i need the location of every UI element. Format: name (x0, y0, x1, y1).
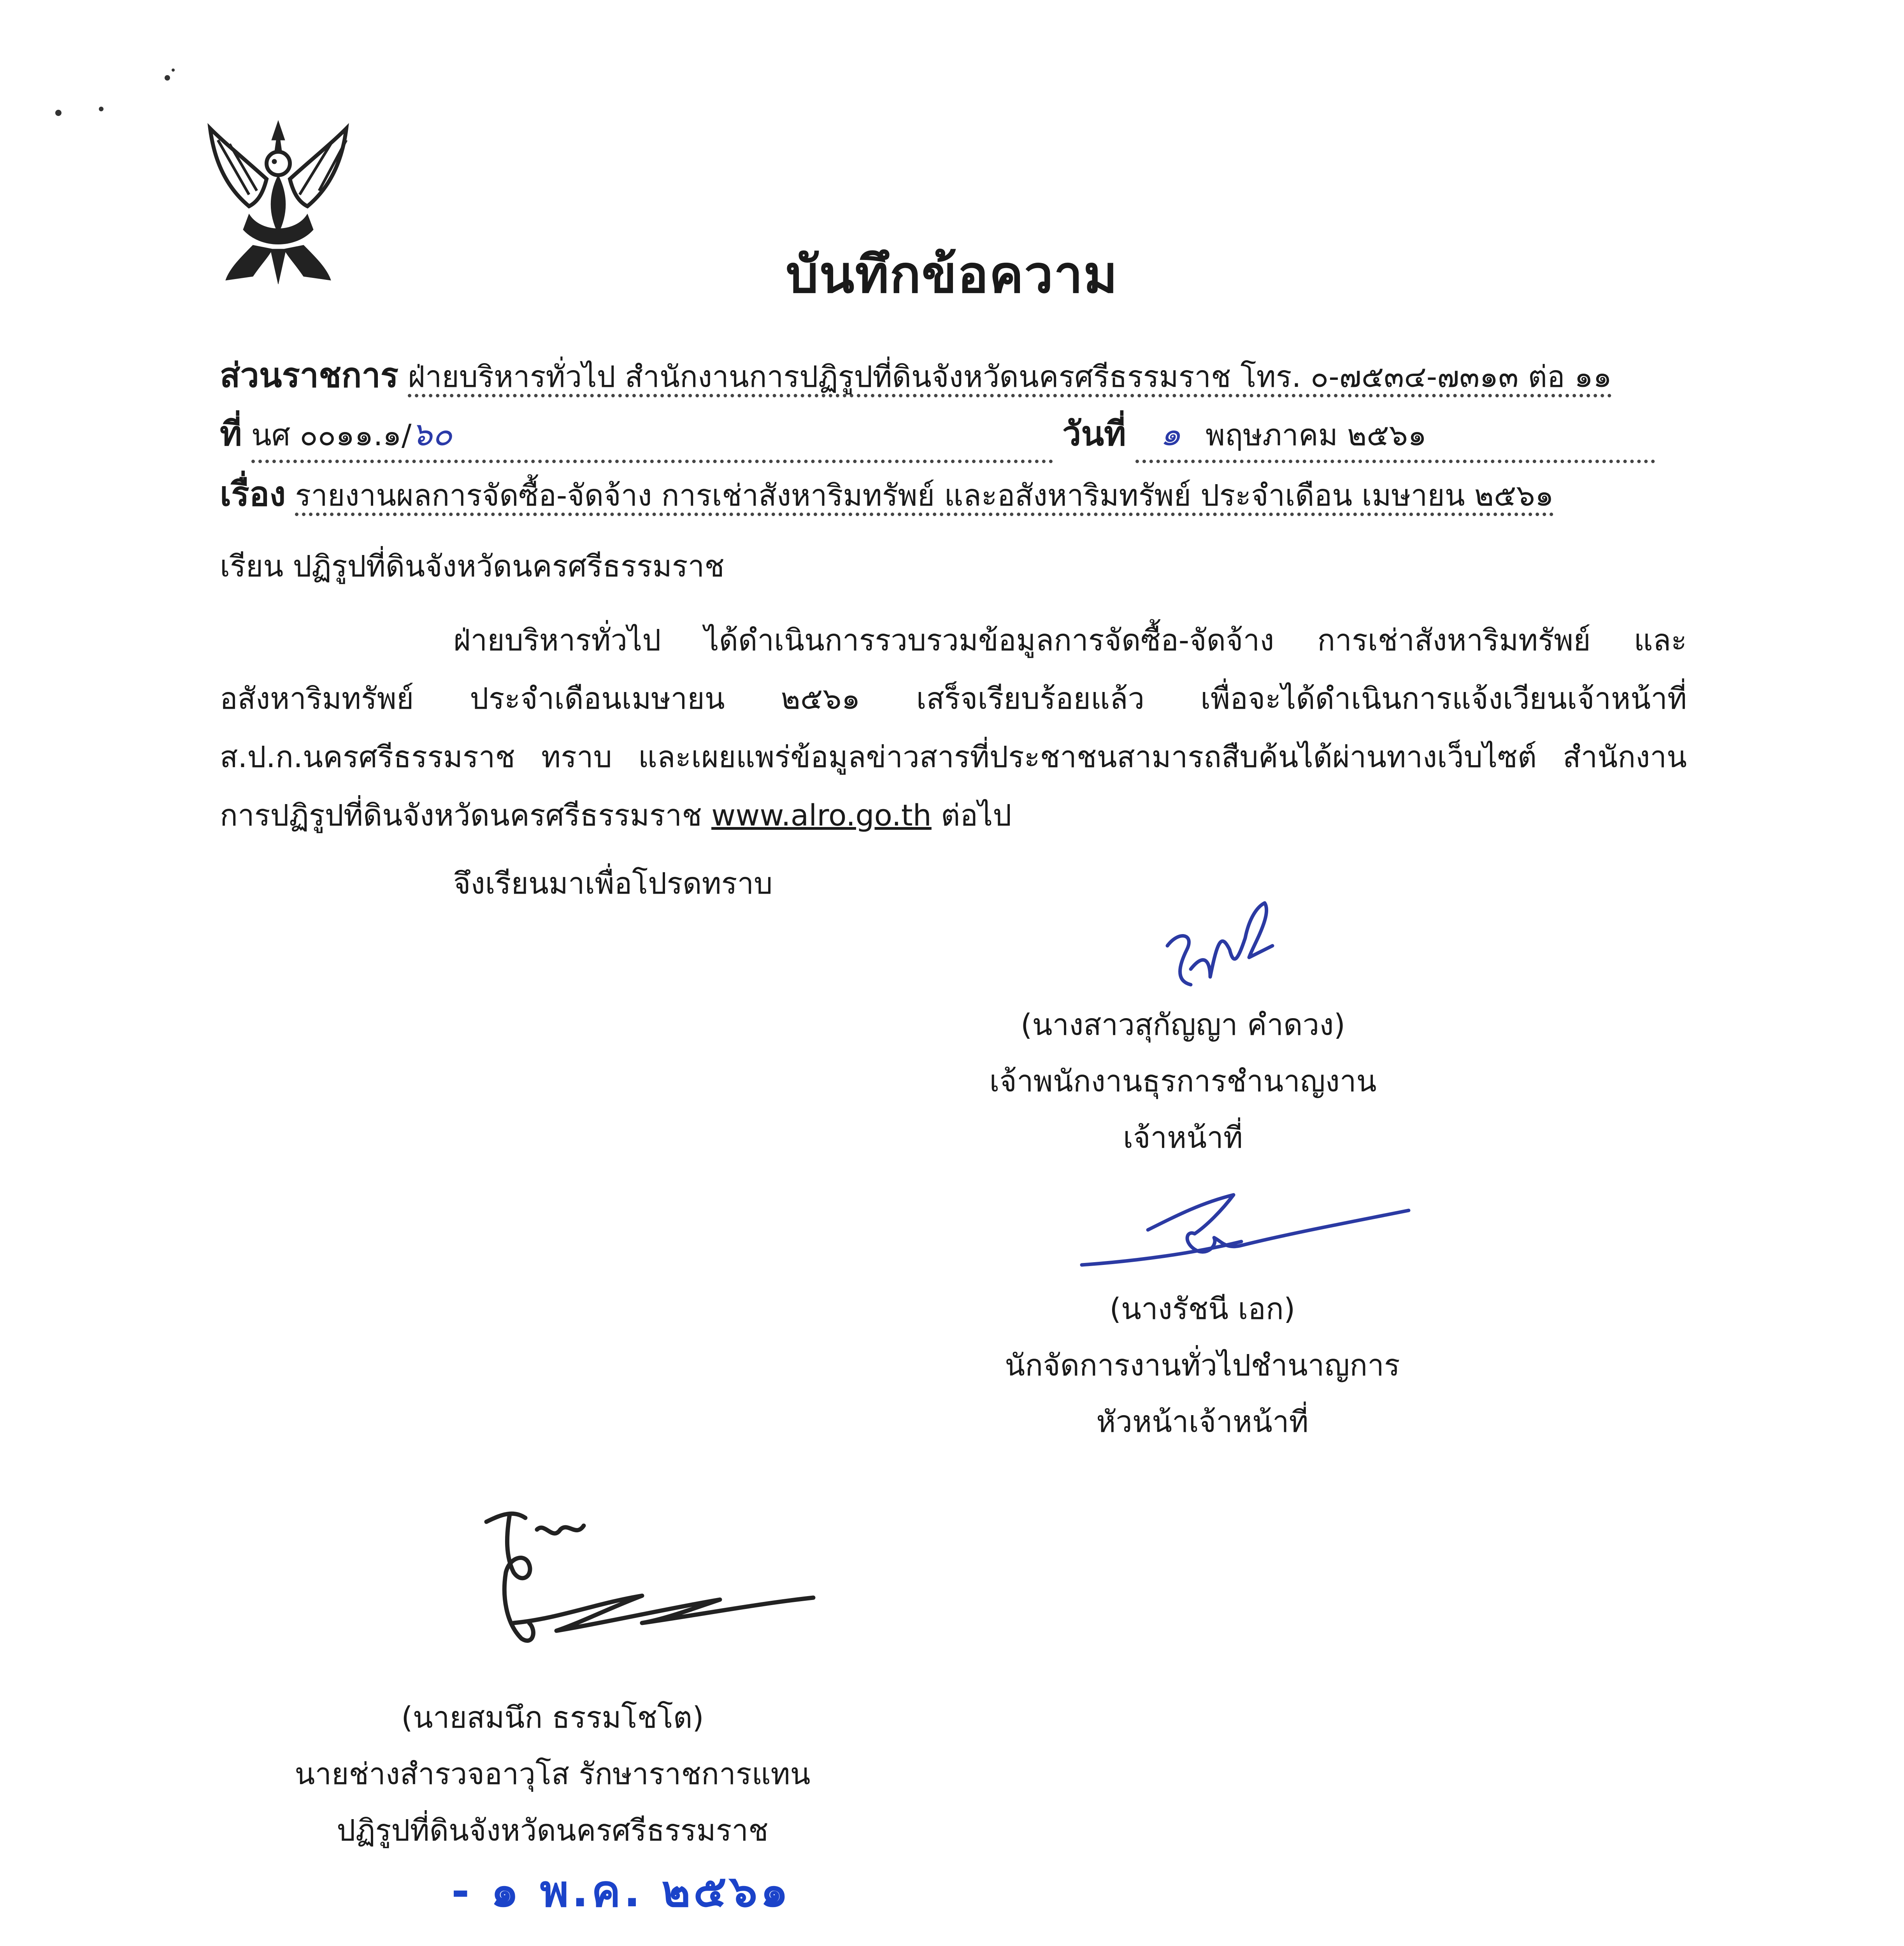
signer-1-name: (นางสาวสุกัญญา คำดวง) (1020, 1007, 1346, 1042)
date-label: วันที่ (1062, 414, 1126, 453)
closing: จึงเรียนมาเพื่อโปรดทราบ (453, 866, 773, 901)
body-main: ฝ่ายบริหารทั่วไป ได้ดำเนินการรวบรวมข้อมูลการจัดซื้อ-จัดจ้าง การเช่าสังหาริมทรัพย์ และอสังหาริมทรัพย์ ประจำเดือนเมษายน ๒๕๖๑ เสร็จเรียบร้อยแล้ว เพื่อจะได้ดำเนินการแจ้งเวียนเจ้าหน้าที่ ส.ป.ก.นครศรีธรรมราช ทราบ และเผยแพร่ข้อมูลข่าวสารที่ประชาชนสามารถสืบค้นได้ผ่านทางเว็บไซต์ สำนักงานการปฏิรูปที่ดินจังหวัดนครศรีธรรมราช (220, 623, 1687, 832)
date-value: พฤษภาคม ๒๕๖๑ (1206, 418, 1427, 452)
signature-3 (479, 1506, 821, 1670)
memo-title: บันทึกข้อความ (786, 245, 1118, 305)
signer-1-block (949, 996, 1416, 1166)
subject-row (220, 467, 1627, 518)
signer-1-role: เจ้าหน้าที่ (1123, 1120, 1243, 1155)
signer-3-name: (นายสมนึก ธรรมโชโต) (401, 1700, 704, 1735)
signer-1-position: เจ้าพนักงานธุรการชำนาญงาน (989, 1064, 1377, 1098)
salutation: เรียน ปฏิรูปที่ดินจังหวัดนครศรีธรรมราช (220, 549, 725, 583)
website-link[interactable]: www.alro.go.th (711, 798, 932, 832)
ref-label: ที่ (220, 414, 242, 453)
date-day-handwritten: ๑ (1160, 415, 1181, 453)
agency-label: ส่วนราชการ (220, 356, 398, 395)
date-stamp: - ๑ พ.ค. ๒๕๖๑ (451, 1866, 791, 1917)
body-paragraph (220, 611, 1687, 845)
agency-row (220, 348, 1627, 399)
signer-2-role: หัวหน้าเจ้าหน้าที่ (1096, 1404, 1309, 1439)
signature-1 (1152, 891, 1284, 1008)
signer-3-position: นายช่างสำรวจอาวุโส รักษาราชการแทน (295, 1756, 811, 1791)
subject-value: รายงานผลการจัดซื้อ-จัดจ้าง การเช่าสังหาริมทรัพย์ และอสังหาริมทรัพย์ ประจำเดือน เมษายน ๒๕๖๑ (295, 478, 1554, 516)
ref-field (251, 407, 1053, 463)
signature-2 (1078, 1187, 1428, 1273)
scan-specks (39, 62, 202, 140)
signer-3-block (249, 1689, 856, 1858)
signer-3-role: ปฏิรูปที่ดินจังหวัดนครศรีธรรมราช (337, 1813, 769, 1848)
body-tail: ต่อไป (941, 798, 1012, 832)
signer-2-block (949, 1280, 1455, 1450)
ref-value: นศ ๐๐๑๑.๑/ (251, 418, 412, 452)
agency-value: ฝ่ายบริหารทั่วไป สำนักงานการปฏิรูปที่ดินจังหวัดนครศรีธรรมราช โทร. ๐-๗๕๓๔-๗๓๑๓ ต่อ ๑๑ (408, 359, 1612, 397)
ref-number-handwritten: ๖๐ (411, 415, 453, 453)
date-field (1135, 407, 1655, 463)
ref-date-row (220, 407, 1627, 457)
signer-2-position: นักจัดการงานทั่วไปชำนาญการ (1005, 1348, 1400, 1382)
subject-label: เรื่อง (220, 475, 286, 514)
signer-2-name: (นางรัชนี เอก) (1109, 1291, 1295, 1326)
